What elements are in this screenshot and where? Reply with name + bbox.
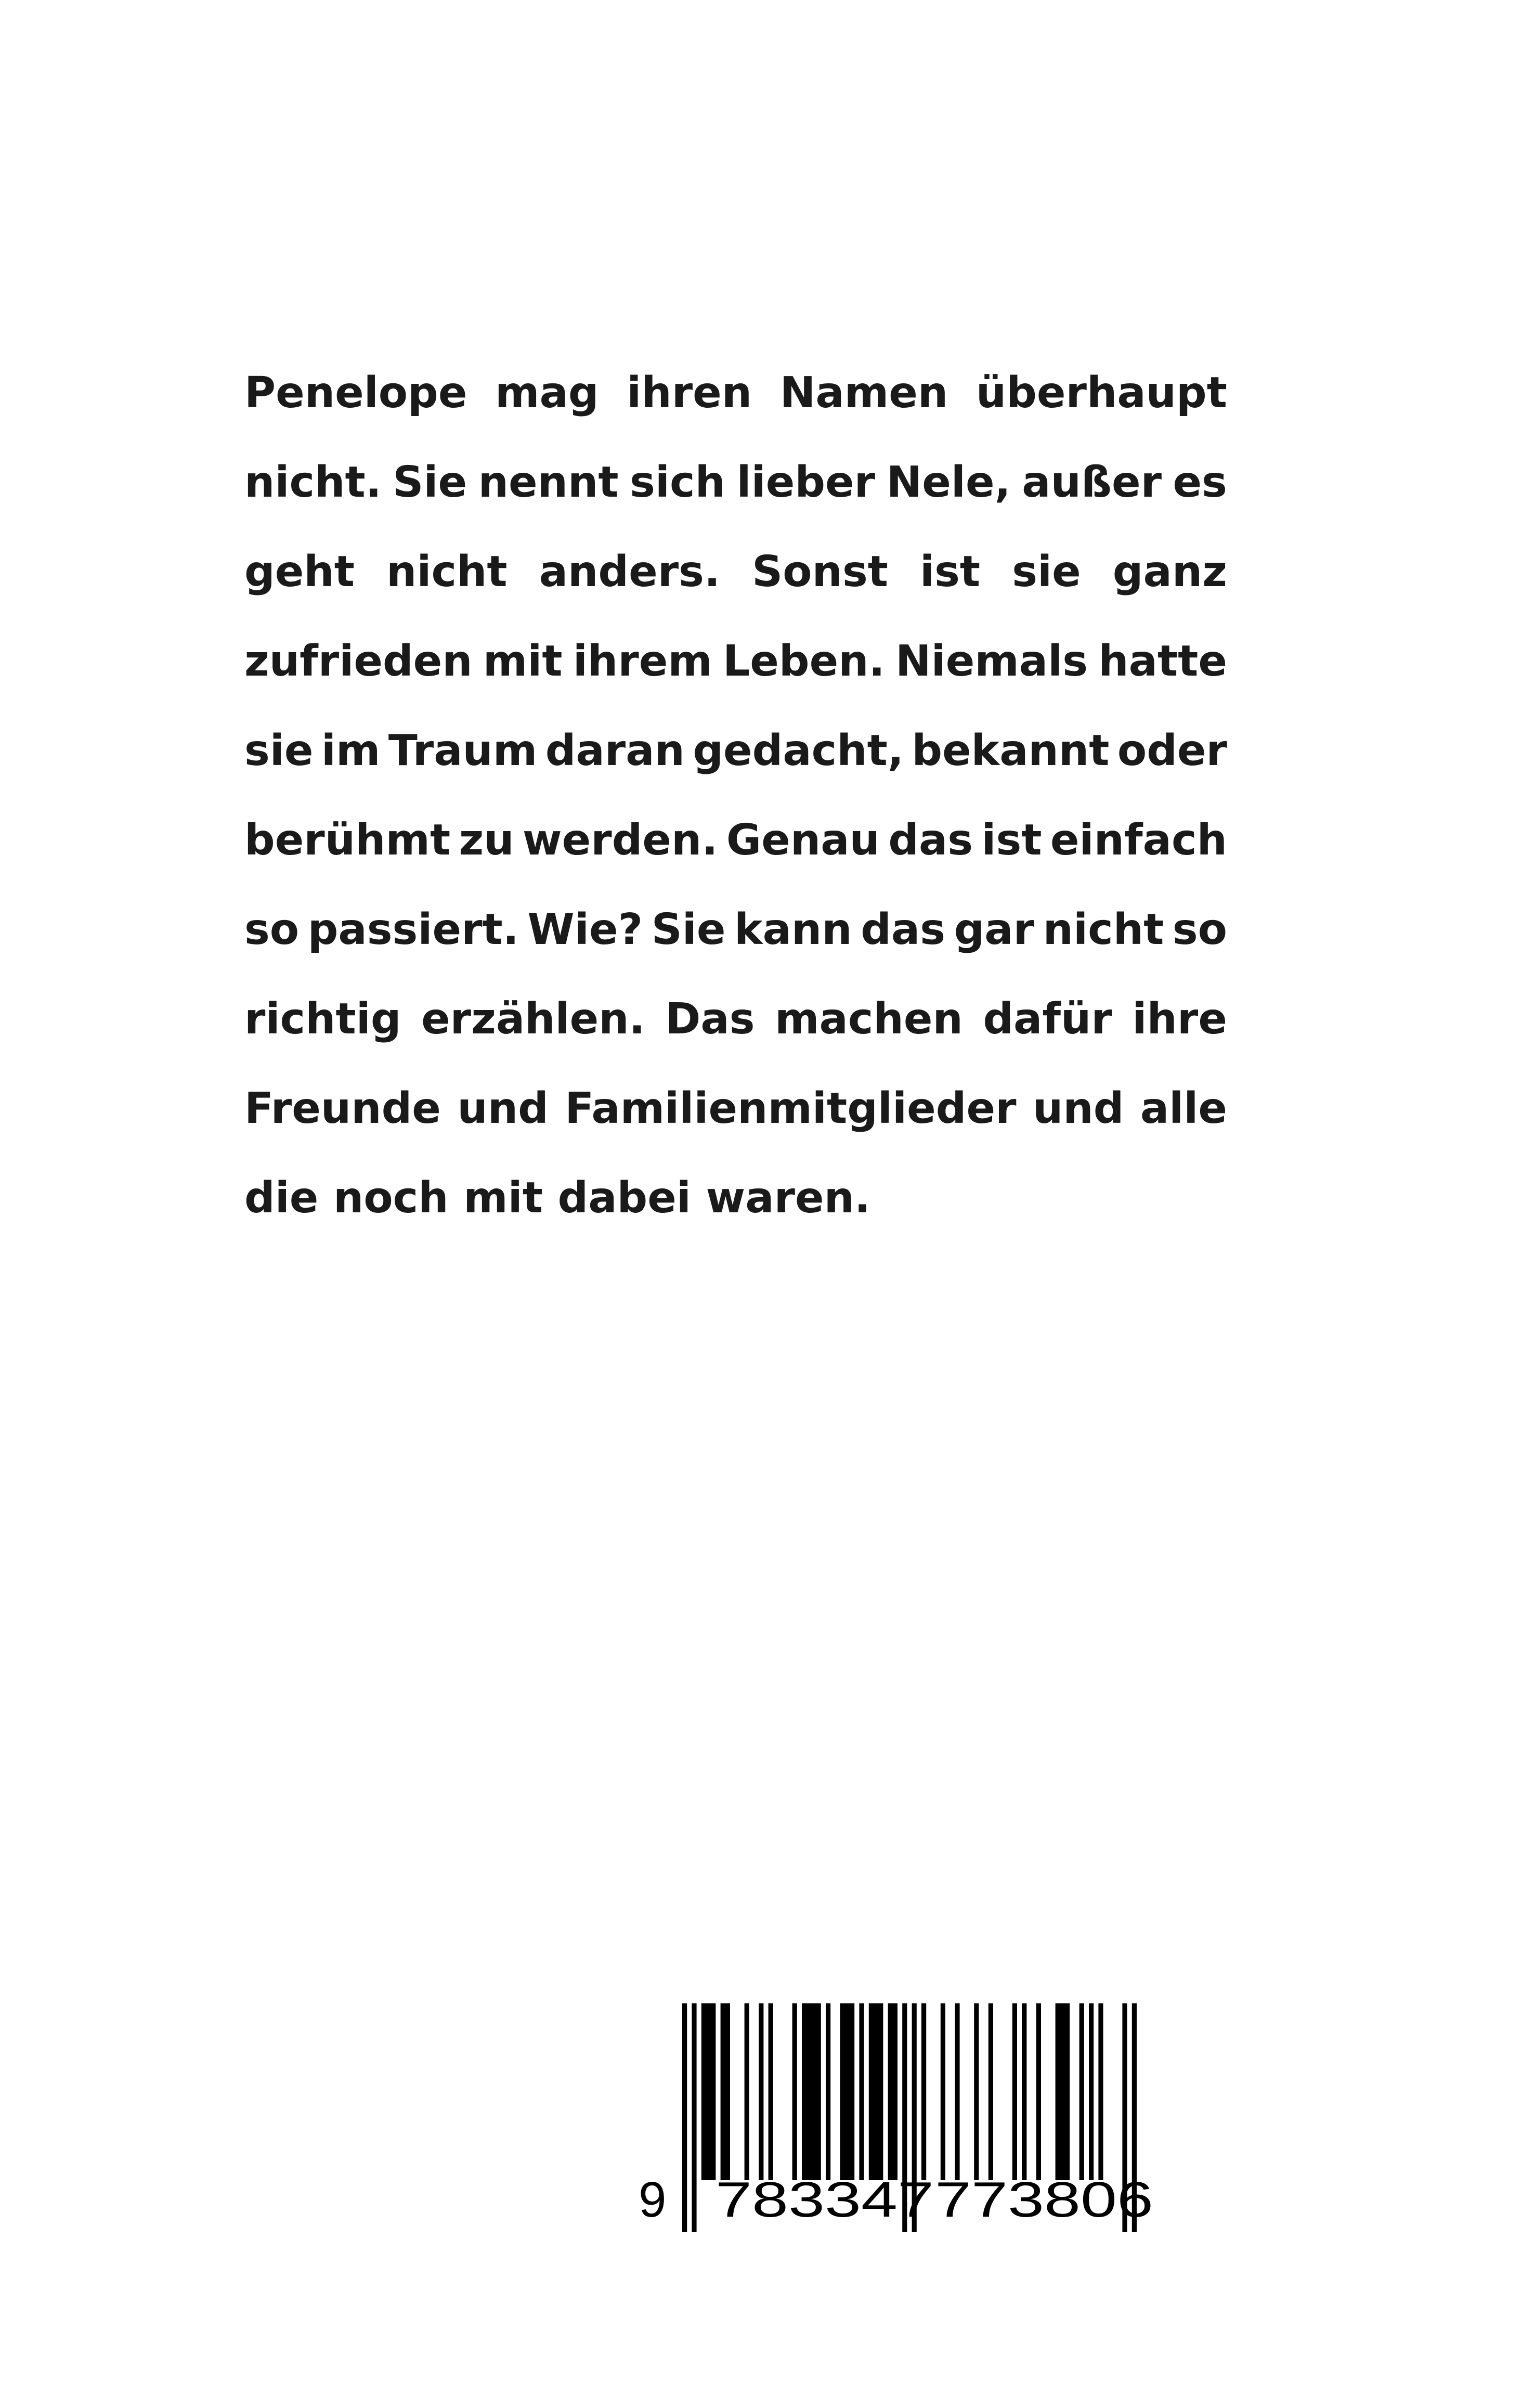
blurb-word: Sonst	[752, 547, 888, 597]
barcode-guard-bar	[692, 2003, 696, 2232]
blurb-word: mag	[495, 368, 599, 418]
blurb-text	[244, 348, 1227, 1243]
blurb-line-6	[244, 796, 1227, 885]
barcode-bar	[769, 2003, 773, 2180]
barcode-bar	[840, 2003, 855, 2180]
barcode-guard-bar	[682, 2003, 687, 2232]
barcode-bar	[1022, 2003, 1026, 2180]
blurb-line-2	[244, 438, 1227, 527]
barcode-bar	[1036, 2003, 1041, 2180]
blurb-word: Niemals	[895, 637, 1088, 686]
blurb-word: bekannt	[912, 726, 1110, 775]
blurb-word: nicht	[1043, 905, 1164, 954]
blurb-word: außer	[1022, 458, 1162, 507]
blurb-word: mit	[483, 637, 563, 686]
barcode-bar	[859, 2003, 864, 2180]
barcode-bar	[1012, 2003, 1017, 2180]
barcode-bar	[941, 2003, 945, 2180]
blurb-line-8	[244, 975, 1227, 1064]
isbn-barcode	[639, 2003, 1204, 2232]
blurb-line-9	[244, 1064, 1227, 1154]
blurb-word: Genau	[726, 815, 880, 865]
blurb-word: berühmt	[244, 815, 451, 865]
blurb-word: nicht.	[244, 458, 382, 507]
blurb-word: oder	[1117, 726, 1227, 775]
blurb-word: so	[1172, 905, 1227, 954]
blurb-word: daran	[545, 726, 685, 775]
blurb-word: und	[1032, 1084, 1124, 1133]
blurb-word: sie	[1012, 547, 1081, 597]
barcode-bar	[721, 2003, 730, 2180]
blurb-word: überhaupt	[975, 368, 1227, 418]
blurb-word: werden.	[522, 815, 718, 865]
barcode-bar	[988, 2003, 993, 2180]
blurb-word: Sie	[393, 458, 467, 507]
barcode-bar	[869, 2003, 883, 2180]
blurb-word: alle	[1140, 1084, 1227, 1133]
blurb-word: zufrieden	[244, 637, 473, 686]
blurb-word: ihren	[627, 368, 752, 418]
blurb-word: geht	[244, 547, 355, 597]
blurb-word: einfach	[1050, 815, 1227, 865]
blurb-word: hatte	[1098, 637, 1227, 686]
blurb-word: ist	[920, 547, 981, 597]
blurb-word: und	[457, 1084, 549, 1133]
blurb-word: kann	[734, 905, 852, 954]
barcode-bar	[1089, 2003, 1094, 2180]
blurb-word: Penelope	[244, 368, 467, 418]
barcode-bar	[888, 2003, 897, 2180]
blurb-word: Namen	[779, 368, 948, 418]
blurb-word: das	[888, 815, 973, 865]
blurb-line-7	[244, 885, 1227, 975]
barcode-bar	[1098, 2003, 1103, 2180]
blurb-word: ganz	[1112, 547, 1227, 597]
blurb-word: Sie	[651, 905, 726, 954]
blurb-word: im	[321, 726, 381, 775]
blurb-word: das	[861, 905, 946, 954]
blurb-word: ist	[981, 815, 1042, 865]
blurb-word: erzählen.	[421, 994, 645, 1044]
blurb-word: Das	[665, 994, 755, 1044]
blurb-word: Familienmitglieder	[565, 1084, 1017, 1133]
blurb-word: Nele,	[886, 458, 1011, 507]
blurb-word: dafür	[983, 994, 1112, 1044]
blurb-word: es	[1173, 458, 1227, 507]
blurb-word: sich	[630, 458, 726, 507]
barcode-bar	[759, 2003, 763, 2180]
blurb-word: Freunde	[244, 1084, 441, 1133]
blurb-line-10: die noch mit dabei waren.	[244, 1173, 871, 1223]
blurb-line-4	[244, 617, 1227, 706]
blurb-word: machen	[775, 994, 963, 1044]
blurb-word: nennt	[478, 458, 619, 507]
blurb-word: nicht	[386, 547, 508, 597]
barcode-bar	[1056, 2003, 1070, 2180]
barcode-bar	[802, 2003, 821, 2180]
barcode-graphic	[639, 2003, 1204, 2232]
blurb-line-3	[244, 527, 1227, 617]
barcode-right-group: 773806	[935, 2172, 1153, 2228]
blurb-word: ihrem	[573, 637, 712, 686]
blurb-word: ihre	[1132, 994, 1227, 1044]
blurb-word: passiert.	[307, 905, 519, 954]
barcode-bar	[745, 2003, 749, 2180]
blurb-word: lieber	[736, 458, 876, 507]
blurb-word: Wie?	[527, 905, 643, 954]
blurb-line-5	[244, 706, 1227, 796]
barcode-bar	[921, 2003, 926, 2180]
blurb-word: gar	[954, 905, 1035, 954]
blurb-word: gedacht,	[693, 726, 904, 775]
barcode-bar	[974, 2003, 979, 2180]
blurb-word: richtig	[244, 994, 401, 1044]
barcode-bar	[955, 2003, 959, 2180]
blurb-word: Traum	[388, 726, 538, 775]
blurb-line-1	[244, 348, 1227, 438]
barcode-bar	[826, 2003, 830, 2180]
blurb-word: so	[244, 905, 300, 954]
barcode-bar	[701, 2003, 716, 2180]
blurb-word: sie	[244, 726, 314, 775]
barcode-first-digit: 9	[639, 2172, 667, 2228]
blurb-word: anders.	[539, 547, 721, 597]
barcode-bar	[1079, 2003, 1084, 2180]
barcode-bar	[792, 2003, 797, 2180]
blurb-word: Leben.	[723, 637, 885, 686]
barcode-left-group: 783347	[716, 2172, 934, 2228]
blurb-word: zu	[459, 815, 514, 865]
